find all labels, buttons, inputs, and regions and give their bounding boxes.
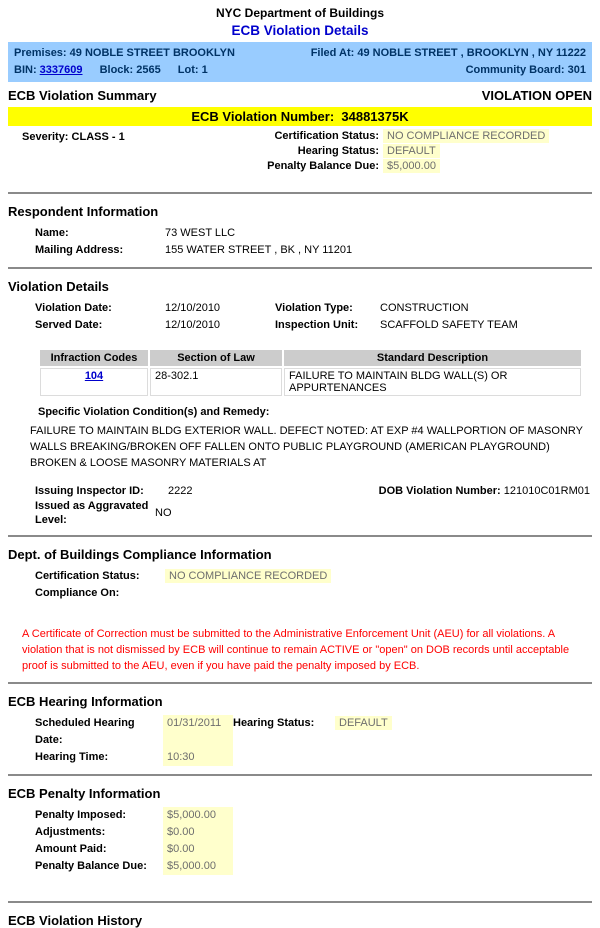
summary-status-grid [168, 130, 592, 172]
severity-field [22, 131, 125, 143]
dob-violation-number-label: DOB Violation Number: [378, 485, 501, 497]
violation-details-rows [35, 300, 592, 334]
certificate-of-correction-notice: A Certificate of Correction must be submitted to the Administrative Enforcement Unit (AEU) for all violations. A violation that is not dismissed by ECB will continue to remain ACTIVE or "open" on DOB records until acceptable proof is submitted to the AEU, even if you have paid the penalty imposed by ECB. [22, 628, 570, 672]
infraction-code-link[interactable]: 104 [84, 370, 104, 382]
divider [8, 901, 592, 903]
table-row [40, 368, 581, 396]
hearing-time-value: 10:30 [163, 749, 233, 766]
hearing-status-label-2: Hearing Status: [233, 717, 315, 729]
hearing-status-label: Hearing Status: [297, 145, 379, 157]
compliance-certification-status-label: Certification Status: [35, 570, 140, 582]
inspection-unit-value: SCAFFOLD SAFETY TEAM [380, 319, 518, 331]
violation-details-heading: Violation Details [8, 279, 109, 294]
adjustments-value: $0.00 [163, 824, 233, 841]
hearing-time-label: Hearing Time: [35, 751, 109, 763]
bin-label: BIN: [14, 64, 37, 76]
divider [8, 535, 592, 537]
violation-history-heading-cutoff: ECB Violation History [8, 913, 143, 928]
respondent-heading: Respondent Information [8, 204, 159, 219]
aggravated-level-label: Issued as Aggravated Level: [35, 500, 149, 526]
section-of-law-column-header: Section of Law [150, 350, 282, 366]
remedy-label: Specific Violation Condition(s) and Remedy: [38, 406, 270, 418]
community-board-value: 301 [567, 64, 586, 76]
penalty-rows [35, 807, 592, 875]
penalty-imposed-value: $5,000.00 [163, 807, 233, 824]
aggravated-level-value: NO [155, 507, 172, 519]
violation-type-value: CONSTRUCTION [380, 302, 469, 314]
premises-bar [8, 42, 592, 82]
filed-at-label: Filed At: [310, 47, 355, 59]
hearing-rows [35, 715, 592, 766]
violation-number-banner [8, 107, 592, 126]
page-title: ECB Violation Details [231, 23, 369, 38]
mailing-address-value: 155 WATER STREET , BK , NY 11201 [165, 244, 353, 256]
inspector-id-label: Issuing Inspector ID: [35, 485, 144, 497]
violation-number-label: ECB Violation Number: [191, 109, 335, 124]
divider [8, 267, 592, 269]
infraction-table-header-row [40, 350, 581, 366]
inspector-id-value: 2222 [168, 485, 193, 497]
summary-body [8, 130, 592, 184]
certification-status-value: NO COMPLIANCE RECORDED [383, 129, 549, 143]
premises-bar-row-1 [14, 45, 586, 62]
penalty-balance-value: $5,000.00 [383, 159, 440, 173]
infraction-codes-table [38, 348, 583, 398]
penalty-imposed-label: Penalty Imposed: [35, 809, 127, 821]
served-date-value: 12/10/2010 [165, 319, 221, 331]
amount-paid-value: $0.00 [163, 841, 233, 858]
summary-header-row [8, 88, 592, 103]
lot-value: 1 [201, 64, 208, 76]
divider [8, 682, 592, 684]
infraction-code-cell [40, 368, 148, 396]
agency-title: NYC Department of Buildings [215, 6, 384, 20]
scheduled-hearing-date-value: 01/31/2011 [163, 715, 233, 749]
hearing-status-value: DEFAULT [383, 144, 440, 158]
section-of-law-cell: 28-302.1 [150, 368, 282, 396]
standard-description-cell: FAILURE TO MAINTAIN BLDG WALL(S) OR APPURTENANCES [284, 368, 581, 396]
respondent-rows [35, 225, 592, 259]
block-value: 2565 [136, 64, 161, 76]
compliance-on-value [165, 585, 592, 602]
hearing-status-value-2: DEFAULT [335, 716, 392, 730]
violation-open-status: VIOLATION OPEN [481, 88, 592, 103]
severity-value: CLASS - 1 [71, 131, 125, 143]
filed-at-field [311, 45, 586, 62]
severity-label: Severity: [22, 131, 69, 143]
divider [8, 774, 592, 776]
inspection-unit-label: Inspection Unit: [275, 319, 359, 331]
dob-violation-number-field [379, 485, 592, 497]
standard-description-column-header: Standard Description [284, 350, 581, 366]
premises-bar-row-2 [14, 62, 586, 79]
lot-label: Lot: [177, 64, 199, 76]
inspector-row [8, 485, 592, 497]
violation-date-label: Violation Date: [35, 302, 112, 314]
community-board-label: Community Board: [465, 64, 565, 76]
mailing-address-label: Mailing Address: [35, 244, 124, 256]
bin-block-lot-field [14, 62, 208, 79]
remedy-text: FAILURE TO MAINTAIN BLDG EXTERIOR WALL. DEFECT NOTED: AT EXP #4 WALLPORTION OF MASONRY WALLS BREAKING/BROKEN OFF FALLEN ONTO PUBLIC PLAYGROUND (AMERICAN PLAYGROUND) BROKEN & LOOSE MASONRY MATERIALS AT [30, 425, 583, 469]
scheduled-hearing-date-label: Scheduled Hearing Date: [35, 717, 135, 746]
divider [8, 192, 592, 194]
compliance-rows [35, 568, 592, 602]
compliance-heading: Dept. of Buildings Compliance Information [8, 547, 272, 562]
premises-label: Premises: [14, 47, 67, 59]
penalty-balance-due-label: Penalty Balance Due: [35, 860, 147, 872]
compliance-certification-status-value: NO COMPLIANCE RECORDED [165, 569, 331, 583]
certification-status-label: Certification Status: [274, 130, 379, 142]
adjustments-label: Adjustments: [35, 826, 106, 838]
aggravated-level-field [35, 499, 592, 527]
penalty-balance-label: Penalty Balance Due: [267, 160, 379, 172]
community-board-field [466, 62, 586, 79]
penalty-balance-due-value: $5,000.00 [163, 858, 233, 875]
summary-heading: ECB Violation Summary [8, 88, 157, 103]
hearing-heading: ECB Hearing Information [8, 694, 163, 709]
block-label: Block: [99, 64, 134, 76]
compliance-on-label: Compliance On: [35, 587, 120, 599]
infraction-codes-column-header: Infraction Codes [40, 350, 148, 366]
respondent-name-label: Name: [35, 227, 69, 239]
premises-field [14, 45, 235, 62]
penalty-heading: ECB Penalty Information [8, 786, 161, 801]
violation-type-label: Violation Type: [275, 302, 353, 314]
header [8, 4, 592, 38]
violation-number-value: 34881375K [341, 109, 409, 124]
filed-at-value: 49 NOBLE STREET , BROOKLYN , NY 11222 [357, 47, 586, 59]
respondent-name-value: 73 WEST LLC [165, 227, 236, 239]
inspector-id-field [35, 485, 192, 497]
amount-paid-label: Amount Paid: [35, 843, 107, 855]
violation-date-value: 12/10/2010 [165, 302, 221, 314]
premises-value: 49 NOBLE STREET BROOKLYN [69, 47, 235, 59]
bin-link[interactable]: 3337609 [39, 64, 83, 76]
served-date-label: Served Date: [35, 319, 103, 331]
dob-violation-number-value: 121010C01RM01 [503, 485, 590, 497]
